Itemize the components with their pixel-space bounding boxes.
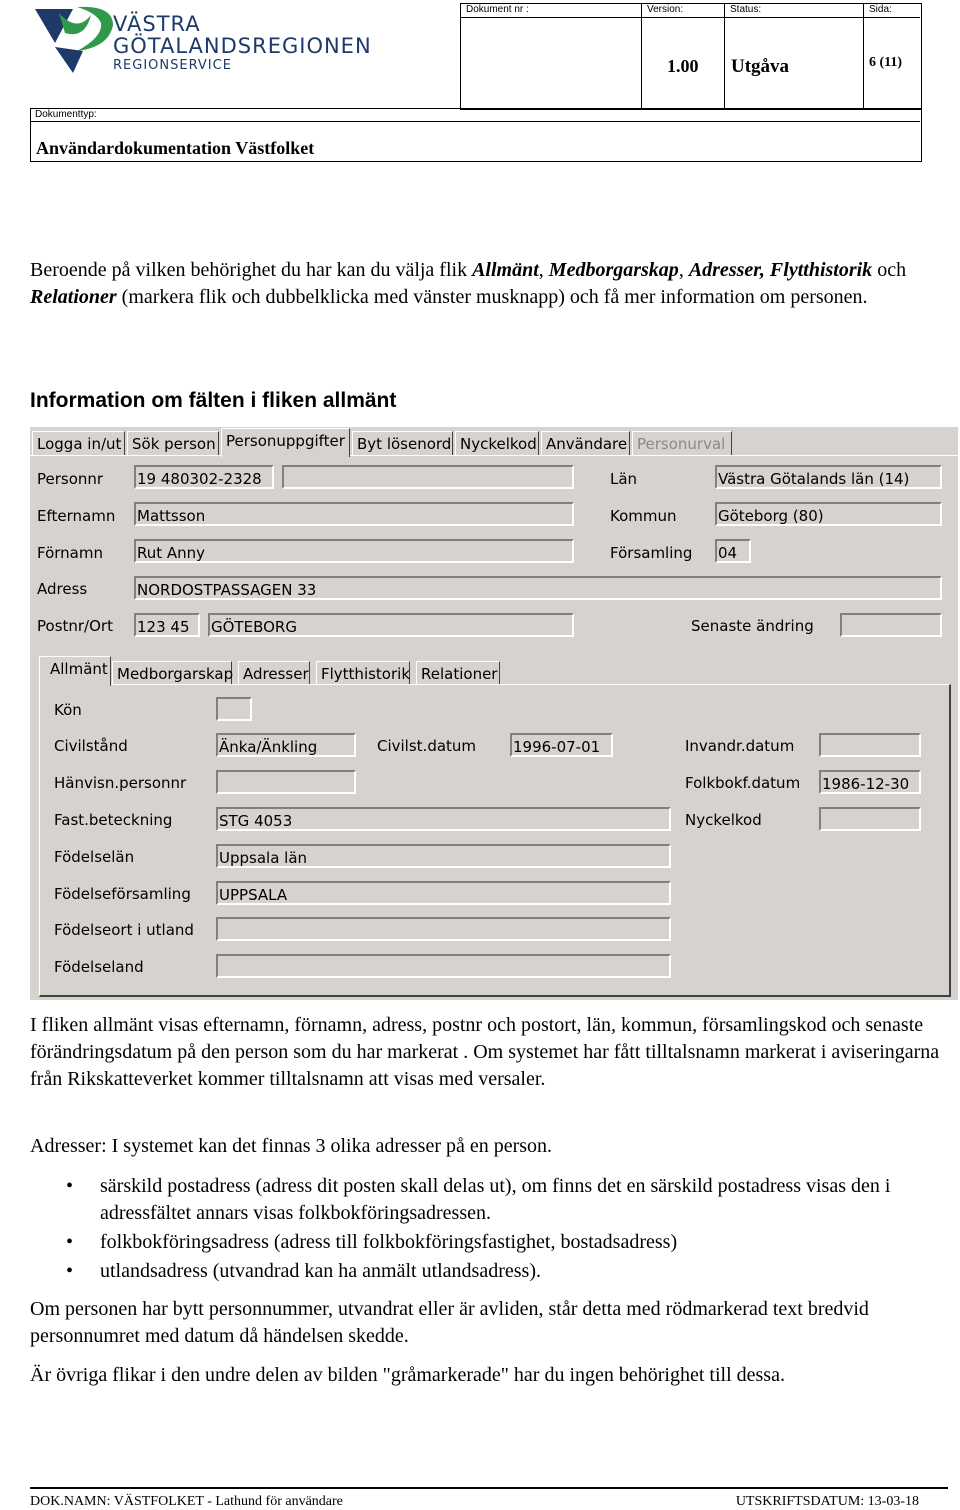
folkbokf-datum-label: Folkbokf.datum	[685, 774, 801, 792]
emphasis-text: Allmänt	[472, 259, 539, 281]
personnr-label: Personnr	[37, 470, 104, 488]
page-value: 6 (11)	[869, 55, 903, 70]
intro-text: ,	[678, 259, 689, 281]
emphasis-text: Relationer	[30, 286, 117, 308]
tab-anvandare[interactable]: Användare	[541, 431, 630, 455]
bullet-icon: •	[66, 1231, 74, 1253]
tab-nyckelkod[interactable]: Nyckelkod	[455, 431, 539, 455]
ort-field[interactable]: GÖTEBORG	[208, 613, 574, 637]
fodelseland-field[interactable]	[216, 954, 671, 978]
forsamling-field[interactable]: 04	[715, 539, 751, 563]
fodelseland-label: Födelseland	[54, 958, 144, 976]
page-label: Sida:	[869, 4, 892, 15]
list-item: • folkbokföringsadress (adress till folkbokföringsfastighet, bostadsadress)	[60, 1229, 940, 1256]
intro-paragraph	[30, 257, 945, 311]
kon-field[interactable]	[216, 697, 252, 721]
intro-text: (markera flik och dubbelklicka med vänster musknapp) och få mer information om personen.	[116, 286, 868, 308]
efternamn-label: Efternamn	[37, 507, 116, 525]
invandr-datum-field[interactable]	[819, 733, 921, 757]
senaste-andring-label: Senaste ändring	[691, 617, 814, 635]
personnr-field[interactable]: 19 480302-2328	[134, 465, 274, 489]
fornamn-field[interactable]: Rut Anny	[134, 539, 574, 563]
senaste-andring-field[interactable]	[840, 613, 942, 637]
doc-nr-label: Dokument nr :	[466, 4, 529, 15]
list-item: • särskild postadress (adress dit posten skall delas ut), om finns det en särskild postadress visas den i adressfältet annars visas folkbokföringsadressen.	[66, 1175, 891, 1224]
logo-line3: REGIONSERVICE	[113, 58, 232, 73]
lan-field[interactable]: Västra Götalands län (14)	[715, 465, 942, 489]
tab-personurval: Personurval	[632, 431, 732, 455]
fodelseort-field[interactable]	[216, 917, 671, 941]
postnr-ort-label: Postnr/Ort	[37, 617, 113, 635]
intro-text: Beroende på vilken behörighet du har kan du välja flik	[30, 259, 473, 281]
fast-beteckning-field[interactable]: STG 4053	[216, 807, 671, 831]
section-heading: Information om fälten i fliken allmänt	[30, 389, 397, 412]
doctype-label: Dokumenttyp:	[35, 109, 97, 120]
paragraph-allmant: I fliken allmänt visas efternamn, förnamn, adress, postnr och postort, län, kommun, församlingskod och senaste förändringsdatum på den person som du har markerat . Om systemet har fått tilltalsnamn markerat i aviseringarna från Rikskatteverket kommer tilltalsnamn att visas med versaler.	[30, 1014, 940, 1090]
status-value: Utgåva	[731, 56, 790, 77]
fodelselan-field[interactable]: Uppsala län	[216, 844, 671, 868]
bullet-icon: •	[66, 1175, 74, 1197]
footer-rule	[30, 1487, 948, 1489]
tab-personuppgifter[interactable]: Personuppgifter	[221, 428, 350, 457]
inner-tab-relationer[interactable]: Relationer	[416, 661, 500, 685]
paragraph-adresser: Adresser: I systemet kan det finnas 3 olika adresser på en person.	[30, 1135, 553, 1157]
footer-docname: DOK.NAMN: VÄSTFOLKET - Lathund för användare	[30, 1494, 343, 1509]
version-value: 1.00	[667, 56, 699, 76]
nyckelkod-label: Nyckelkod	[685, 811, 762, 829]
fast-beteckning-label: Fast.beteckning	[54, 811, 173, 829]
lan-label: Län	[610, 470, 638, 488]
logo-line1: VÄSTRA	[113, 12, 201, 36]
list-item: • utlandsadress (utvandrad kan ha anmält utlandsadress).	[60, 1258, 940, 1285]
intro-text: ,	[538, 259, 549, 281]
forsamling-label: Församling	[610, 544, 693, 562]
fornamn-label: Förnamn	[37, 544, 103, 562]
logo-line2: GÖTALANDSREGIONEN	[113, 34, 372, 58]
address-list	[60, 1173, 940, 1285]
tab-logga-in-ut[interactable]: Logga in/ut	[32, 431, 125, 455]
version-label: Version:	[647, 4, 684, 15]
kommun-label: Kommun	[610, 507, 677, 525]
folkbokf-datum-field[interactable]: 1986-12-30	[819, 770, 921, 794]
intro-text: och	[872, 259, 907, 281]
nyckelkod-field[interactable]	[819, 807, 921, 831]
fodelselan-label: Födelselän	[54, 848, 135, 866]
hanvisn-personnr-label: Hänvisn.personnr	[54, 774, 187, 792]
efternamn-field[interactable]: Mattsson	[134, 502, 574, 526]
adress-label: Adress	[37, 580, 88, 598]
status-label: Status:	[730, 4, 762, 15]
personnr-extra-field[interactable]	[282, 465, 574, 489]
civilstand-label: Civilstånd	[54, 737, 128, 755]
civilst-datum-field[interactable]: 1996-07-01	[510, 733, 613, 757]
fodelseforsamling-label: Födelseförsamling	[54, 885, 191, 903]
inner-tab-flytthistorik[interactable]: Flytthistorik	[316, 661, 410, 685]
logo	[33, 3, 373, 75]
tab-sok-person[interactable]: Sök person	[127, 431, 219, 455]
footer-printdate: UTSKRIFTSDATUM: 13-03-18	[735, 1494, 919, 1509]
region-logo-icon	[33, 3, 118, 75]
postnr-field[interactable]: 123 45	[134, 613, 200, 637]
kon-label: Kön	[54, 701, 82, 719]
emphasis-text: Adresser, Flytthistorik	[688, 259, 873, 281]
paragraph-personnummer: Om personen har bytt personnummer, utvandrat eller är avliden, står detta med rödmarkerad text bredvid personnumret med datum då händelsen skedde.	[30, 1298, 869, 1347]
invandr-datum-label: Invandr.datum	[685, 737, 795, 755]
inner-tab-medborgarskap[interactable]: Medborgarskap	[112, 661, 232, 685]
adress-field[interactable]: NORDOSTPASSAGEN 33	[134, 576, 942, 600]
fodelseforsamling-field[interactable]: UPPSALA	[216, 881, 671, 905]
doctype-value: Användardokumentation Västfolket	[36, 138, 315, 158]
fodelseort-label: Födelseort i utland	[54, 921, 194, 939]
hanvisn-personnr-field[interactable]	[216, 770, 356, 794]
allmant-panel	[39, 684, 951, 997]
kommun-field[interactable]: Göteborg (80)	[715, 502, 942, 526]
paragraph-gramarkerade: Är övriga flikar i den undre delen av bilden "gråmarkerade" har du ingen behörighet till dessa.	[30, 1364, 785, 1386]
civilst-datum-label: Civilst.datum	[377, 737, 477, 755]
inner-tab-adresser[interactable]: Adresser	[238, 661, 310, 685]
main-tabstrip	[30, 427, 958, 456]
app-screenshot	[30, 427, 958, 1000]
inner-tab-allmant[interactable]: Allmänt	[39, 656, 111, 686]
bullet-icon: •	[66, 1260, 74, 1282]
emphasis-text: Medborgarskap	[548, 259, 679, 281]
civilstand-field[interactable]: Änka/Änkling	[216, 733, 356, 757]
tab-byt-losenord[interactable]: Byt lösenord	[352, 431, 453, 455]
